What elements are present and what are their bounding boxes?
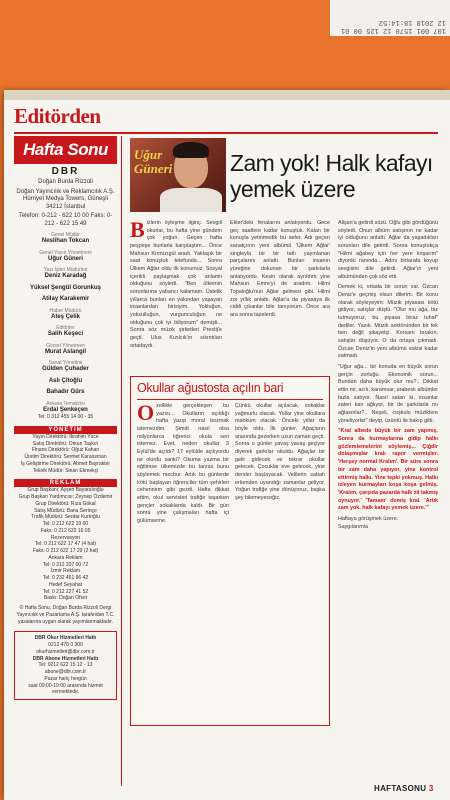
staff-entry xyxy=(14,267,117,281)
staff-name: Erdal Şenkeçen xyxy=(43,406,88,413)
reader-service-email: okurhizmetleri@dbr.com.tr xyxy=(36,648,95,655)
main-story-anecdote: "Kral albede büyük bir zam yapmış. Sonra da kurmaylarına gidip halkı gözlemlemelerini söylemiş... Çiğdir dolaşmışlar kralı rapor vermişler. 'Herşey normal Kralım'. Bir süre sonra bir zam daha yapıyor, yine kontrol ettirmiş halkı. Yine tepki yokmuş. Halkı izleyen kurmayları koşa koşa gelmiş. 'Kralım, çarşıda pazarda halk zil takmış oynuyor.' 'Tamam' demiş kral. 'Artık zam yok, halk kafayı yemek üzere.'" xyxy=(338,428,438,512)
reklam-list xyxy=(14,487,117,602)
main-story-column-3 xyxy=(338,220,438,726)
section-title: Editörden xyxy=(14,104,101,128)
staff-entry xyxy=(14,308,117,322)
reklam-line: Faks: 0 212 622 16 05 xyxy=(40,527,91,534)
staff-entry xyxy=(14,232,117,246)
reklam-line: Faks: 0 212 622 17 29 (2 hat) xyxy=(32,548,99,554)
dropcap: B xyxy=(130,220,145,242)
yonetim-heading: YÖNETİM xyxy=(14,426,117,434)
title-rule xyxy=(14,132,438,134)
main-story-paragraph: "Uğur ağa... bir konuda en büyük sorun gerçin zorluğu. Ekonomik sorun... Bundan daha büyük olur mu?.. Dikkat ettin mi, acılı, karamsar, arabesk albümler fazla satıyor. Nasıl satan ki, insanlar zaten kan ağlıyor, bir de şarkılarla mı ağlasınlar?.. Neşeli, coşkulu müziklere yöneliyorlar" deyip, üzüntü ile bakıp gitti. xyxy=(338,364,438,424)
main-story-column-2 xyxy=(230,220,330,372)
staff-entry xyxy=(14,378,117,386)
masthead-logo: Hafta Sonu xyxy=(14,136,117,164)
second-story-box xyxy=(130,376,330,726)
magazine-page xyxy=(4,90,450,800)
publisher-phone: Telefon: 0-212 - 622 10 00 Faks: 0-212 - 622 15 49 xyxy=(18,213,113,227)
staff-role: Ankara Temsilcisi xyxy=(46,400,85,407)
reklam-heading: REKLAM xyxy=(14,479,117,487)
main-story-column-1 xyxy=(130,220,222,370)
photo-shirt xyxy=(160,188,222,212)
staff-entry xyxy=(14,296,117,304)
main-story-paragraph: Alişan'a getirdi sözü. Oğlu gibi gördüğünü söyledi. Onun albüm satışının ne kadar iyi olduğunu anlattı. Ağlar da yaşadıkları sorunları dile getirdi. Sonra konuştukça "Hilmi ağabey için her yere koşarım" diyordu ranında... Adını birtarafa koyup sevgisini dile getirdi. Ağlar'ın yeni albümünden çok söz etti. xyxy=(338,220,438,280)
staff-name: Ateş Çelik xyxy=(50,313,80,320)
reklam-line: İzmir Reklam xyxy=(50,568,81,575)
top-band xyxy=(4,90,450,100)
staff-role: Sanat Yönetimi xyxy=(48,360,83,366)
second-story-column-2 xyxy=(235,403,325,721)
staff-name: Atilay Karakemir xyxy=(41,296,90,302)
author-photo xyxy=(130,138,226,212)
staff-name: Aslı Çitoğlu xyxy=(48,377,83,384)
main-story-text-1: izlerin öyleşme ilginç. Sevgili okurlar, bu hafta yine gündem çok yoğun. Geçen hafta peşpeşe bunlarla karşılaştım... Önce Mahsun Kırmızıgül aradı. Yaklaşık bir saat konuştuk telefonda... Sonra Ülkem Ağlar oldu ilk konumuz. Sosyal içerikli paylaşmak çok anlamlı olduğunu söyledi. "Ben ülkemin sorunlarına yabancı kalamam. Üstelik yıllarca bunları en yakından yaşayan insanlardan birisiyim. Yokluğun, yoksulluğun, vurgunculuğun ne olduğunu çok iyi biliyorum" demişti... Sonra söz müzik şirketleri Prestij'e geçti. Ulus Kızılcık'ın sıkıntıları ortadaydı. xyxy=(130,220,222,349)
staff-name: Deniz Karadağ xyxy=(44,273,87,279)
dropcap: O xyxy=(137,403,155,425)
reklam-line: Tel: 0 232 461 96 42 xyxy=(42,575,89,581)
staff-name: Bahadır Gürs xyxy=(46,389,85,395)
staff-entry xyxy=(14,250,117,264)
dbr-logo: DBR xyxy=(51,166,80,177)
photo-caption-first: Uğur xyxy=(134,147,163,162)
reklam-line: Tel: 0 212 622 17 47 (4 hat) xyxy=(34,541,97,548)
reklam-line: Grup Başkan Yardımcısı: Zeynep Özdemir xyxy=(18,494,113,500)
second-story-column-1 xyxy=(137,403,229,721)
staff-role: Haber Müdürü xyxy=(49,307,82,314)
page-footer xyxy=(374,784,434,793)
staff-entry xyxy=(14,343,117,357)
yonetim-line: Üretim Direktörü: Sermet Karaosman xyxy=(24,454,107,460)
reklam-line: Grup Direktörü: Rıza Gökal xyxy=(35,500,96,507)
reklam-line: Baskı: Doğan Ofset xyxy=(43,595,88,602)
subscription-title: DBR Abone Hizmetleri Hattı xyxy=(32,655,99,662)
yonetim-line: Yayın Direktörü: İbrahim Yüce xyxy=(32,433,99,440)
reklam-line: Hedef Seyahat xyxy=(48,581,83,588)
signoff-1: Haftaya görüşmek üzere. xyxy=(338,515,399,522)
subscription-phone: Tel: 0212 622 15 12 - 13 xyxy=(38,662,93,669)
service-hours: Pazar hariç hergün xyxy=(44,675,87,682)
staff-name: Murat Aslangil xyxy=(44,348,87,355)
staff-entry xyxy=(14,401,117,415)
service-hours-detail: saat 09:00-19:00 arasında hizmet vermektedir. xyxy=(28,682,103,696)
reklam-line: Trafik Müdürü: Serdar Kurtoğlu xyxy=(31,514,100,521)
subscription-email: abone@dbr.com.tr xyxy=(44,669,87,675)
footer-brand: HAFTASONU xyxy=(374,784,427,793)
reklam-line: Tel: 0 212 622 19 00 xyxy=(42,521,89,527)
staff-name: Uğur Güneri xyxy=(47,255,83,262)
yonetim-line: Satış Direktörü: Orkun Taşkın xyxy=(32,440,99,447)
receipt-slip: 107 001 1570 12 125 00 01 12 2018 18:14:52 xyxy=(330,0,450,36)
staff-entry xyxy=(14,285,117,293)
staff-name: Salih Keşeci xyxy=(47,331,84,337)
reklam-line: Satış Müdürü: Banu Serinçe xyxy=(34,507,97,514)
main-story-text-2: Ekler'deki fenalarını anlatıyordu. Gece geç saatlere kadar konuştuk. Kalan bir konuyla yetinmedik bu sefer. Adı geçen sanatçının yeni albümü 'Ülkem Ağlar' singleyla bir bir tatlı yayınlanan parçalarını anlattı. Bunları insanın yüreğine dokunan bir şarkılarla anlatıyordu. Kesin olarak ayrıldım yine Mahsun. Emre'yi de aradım. Hilmi Topaloğlu'nun Ağlar gelmesi gibi. Hilmi zor yıllık anlattı. Ağlar'a da piyasaya ilk ciddi çıkanlar bile tanıyorum. Önce ara ara sonra tazelerdi. xyxy=(230,220,330,319)
photo-caption xyxy=(134,148,172,175)
publisher-line: Doğan Burda Rizzoli xyxy=(38,179,93,185)
staff-role: Yazı İşleri Müdürleri xyxy=(43,267,88,273)
yonetim-list xyxy=(14,434,117,475)
reklam-line: Grup Başkanı: Ayşen Bayaralıoğlu xyxy=(27,487,104,494)
staff-entry xyxy=(14,360,117,374)
masthead xyxy=(14,136,122,786)
reader-service-box xyxy=(14,631,117,700)
legal-note: © Hafta Sonu, Doğan Burda Rizzoli Dergi Yayıncılık ve Pazarlama A.Ş. tarafından T.C. yasalarına uygun olarak yayımlanmaktadır. xyxy=(16,605,115,625)
yonetim-line: Teknik Müdür: Sinan Ekmekçi xyxy=(32,467,99,474)
staff-role: Editörler xyxy=(56,325,75,331)
staff-name: Gülden Çuhader xyxy=(42,366,89,372)
photo-caption-last: Güneri xyxy=(134,160,173,176)
second-story-text-1: zellikle gerçekleşen bu yazısı... Okulların açıldığı hafta yazıp moral bozmak istemezdim. Şimdi nasıl olsa milyonlarca öğrenci okula seri istemez. Evet, neden okullar 3 Eylül'de açıldı? 17 eylülde açılıyordu ne olurdu sanki? Okuma yazma bir eğitimse ülkemizde bu tarzsa bunu söylemek mecbur. Artık bu günlerde kötü başlayan öğrenciler tüm şehirleri cehennem gibi gezdi. Hafta dikkat ettim, okul servisleri trafiğe taşarken gençler sokaklarda kaldı. Bir gün sonra yine çalışmaları hafta içi gülümseme. xyxy=(137,403,229,525)
staff-name: Neslihan Tokcan xyxy=(41,238,90,244)
reklam-line: Rezervasyon xyxy=(50,534,81,541)
staff-role: Görsel Yönetmen xyxy=(46,342,85,349)
reader-service-title: DBR Okur Hizmetleri Hattı xyxy=(34,635,97,642)
signoff-2: Saygılarımla xyxy=(338,523,368,530)
publisher-address: Doğan Yayıncılık ve Reklamcılık A.Ş. Hürriyet Medya Towers, Güneşli 34212 İstanbul xyxy=(16,188,115,210)
main-story-paragraph: Demek ki, ortada bir sorun var. Özcan Deniz'e geçmiş olsun dilerim. Bir konu olarak söyleyeyim: Müzik piyasası kötü gidiyor, satışlar düştü. "Olur mu ağa, biz tutmuyoruz, bu piyasa biraz tuhaf" dediler. Yazık. Müzik sektöründen bir tek ben değil şikayetçi. Korsanı bırakın, satışlar düşüyor. O da ortaya çıkmadı. Özcan Deniz'in yeni albümü eskisi kadar satmadı. xyxy=(338,284,438,360)
staff-role: Genel Müdür xyxy=(51,232,80,238)
second-story-title: Okullar ağustosta açılın bari xyxy=(137,381,284,395)
reader-service-phone: 0212 478 0 300 xyxy=(48,642,83,648)
staff-role: Genel Yayın Yönetmeni xyxy=(39,249,92,256)
yonetim-line: İş Geliştirme Direktörü: Ahmet Bayrakter xyxy=(20,460,111,467)
staff-name: Yüksel Şengül Gorunkuş xyxy=(29,284,101,291)
reklam-line: Ankara Reklam xyxy=(48,554,83,561)
staff-entry xyxy=(14,389,117,397)
staff-list xyxy=(14,232,117,414)
ankara-phone: Tel: 0 312 455 14 00 - 35 xyxy=(37,414,94,420)
reklam-line: Tel: 0 212 227 41 52 xyxy=(42,588,89,595)
reklam-line: Tel: 0 312 207 00 72 xyxy=(42,561,89,568)
yonetim-line: Finans Direktörü: Oğuz Kahan xyxy=(31,447,100,454)
second-story-rule xyxy=(137,399,323,400)
page-number: 3 xyxy=(428,784,434,793)
photo-hair xyxy=(173,142,209,158)
staff-entry xyxy=(14,325,117,339)
second-story-text-2: Çünkü okullar açılacak, sokaklar yağmurlu olacak. Yollar yine okullara mahkum olacak. Önceki yıllar da böyle oldu. İlk günler. Ağaçların arasında gezerken uzun zaman geçti. Sonra o günler yavaş yavaş geçiyor diyerek şarkılar okuldu. Ağaçlar bir gelir gidecek ve tekrar okullar gelecek. Çocuklar eve gelecek, yine dersler başlayacak. Velilerin sabah erkenden uyandığı zamanlar geliyor. Yoğun trafiğe yine dönüyoruz, başka şey bilemeyeceğiz. xyxy=(235,403,325,502)
main-headline: Zam yok! Halk kafayı yemek üzere xyxy=(230,150,433,203)
